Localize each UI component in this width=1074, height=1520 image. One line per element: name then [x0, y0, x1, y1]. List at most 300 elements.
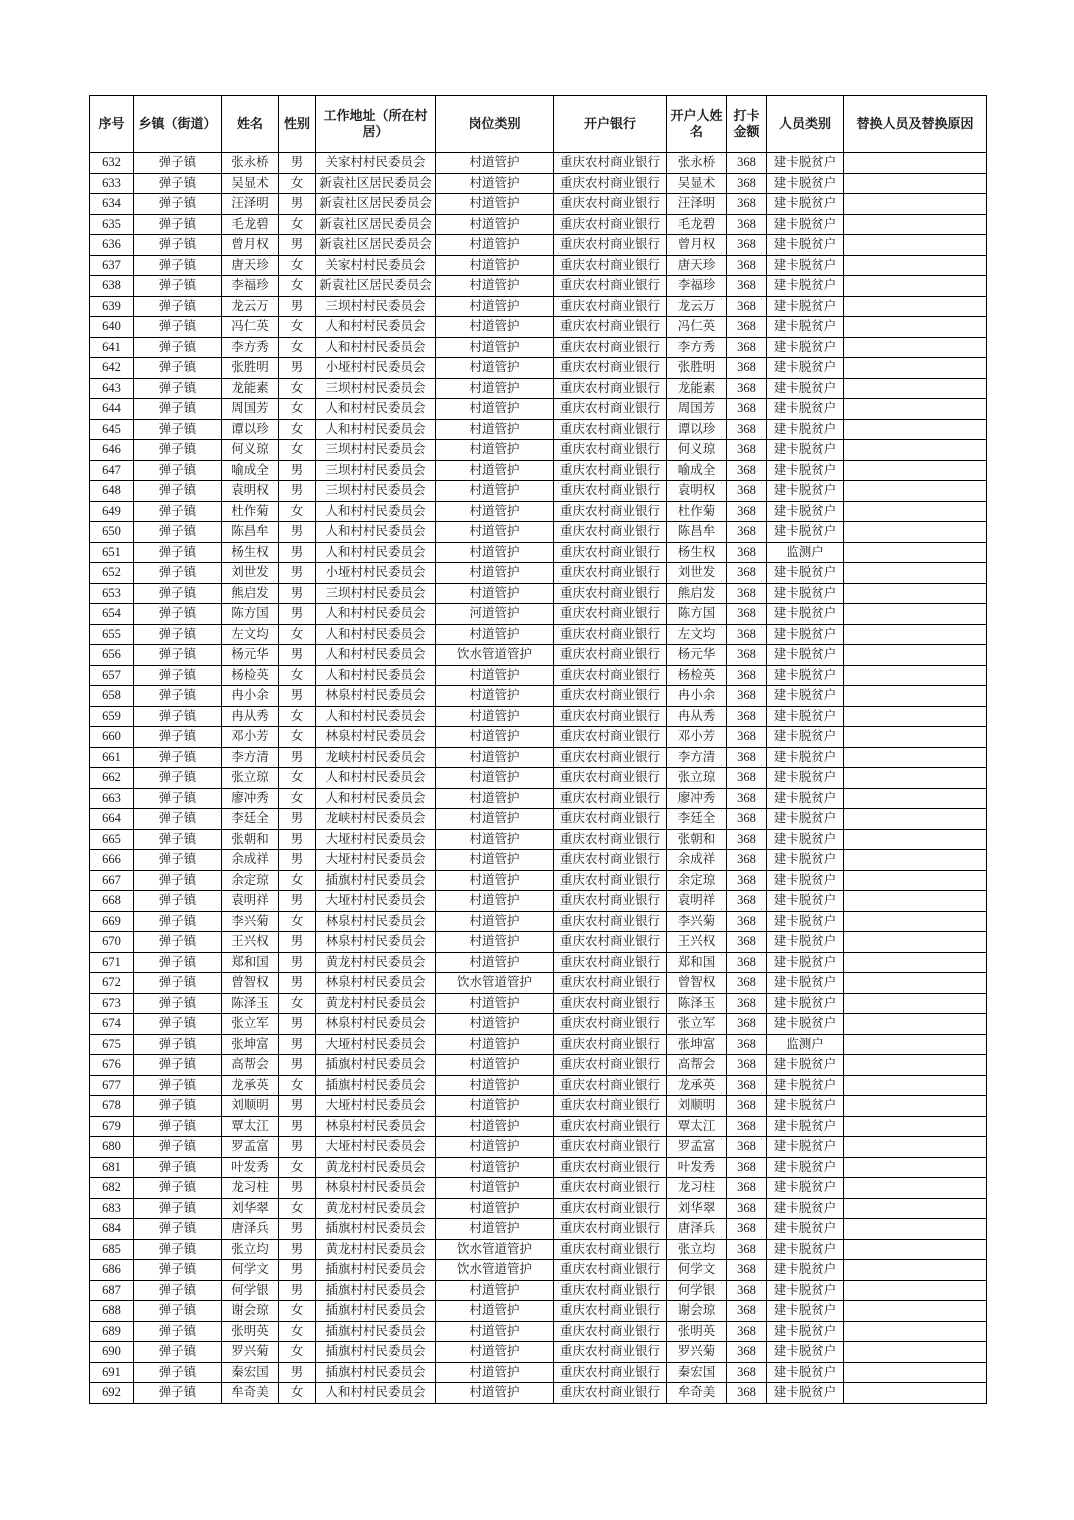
cell-cat: 建卡脱贫户 [767, 891, 844, 912]
cell-cat: 建卡脱贫户 [767, 358, 844, 379]
cell-replace [844, 727, 987, 748]
cell-acct: 张立均 [667, 1239, 727, 1260]
cell-cat: 建卡脱贫户 [767, 583, 844, 604]
cell-amount: 368 [727, 686, 767, 707]
table-row [90, 870, 987, 891]
cell-bank: 重庆农村商业银行 [554, 1116, 667, 1137]
cell-acct: 吴显术 [667, 173, 727, 194]
cell-bank: 重庆农村商业银行 [554, 993, 667, 1014]
cell-name: 张坤富 [222, 1034, 279, 1055]
cell-cat: 建卡脱贫户 [767, 522, 844, 543]
cell-replace [844, 993, 987, 1014]
cell-no: 661 [90, 747, 134, 768]
table-row [90, 1075, 987, 1096]
cell-no: 684 [90, 1219, 134, 1240]
cell-gender: 男 [279, 1055, 316, 1076]
cell-bank: 重庆农村商业银行 [554, 1280, 667, 1301]
cell-job: 村道管护 [436, 1034, 554, 1055]
cell-no: 689 [90, 1321, 134, 1342]
column-header-gender: 性别 [279, 96, 316, 153]
cell-replace [844, 1034, 987, 1055]
cell-replace [844, 194, 987, 215]
cell-bank: 重庆农村商业银行 [554, 870, 667, 891]
cell-name: 李廷全 [222, 809, 279, 830]
table-row [90, 1321, 987, 1342]
cell-bank: 重庆农村商业银行 [554, 542, 667, 563]
cell-amount: 368 [727, 1096, 767, 1117]
cell-no: 648 [90, 481, 134, 502]
column-header-no: 序号 [90, 96, 134, 153]
cell-bank: 重庆农村商业银行 [554, 604, 667, 625]
cell-replace [844, 829, 987, 850]
table-row [90, 1116, 987, 1137]
cell-addr: 新袁社区居民委员会 [316, 276, 436, 297]
cell-amount: 368 [727, 214, 767, 235]
cell-gender: 女 [279, 911, 316, 932]
cell-cat: 建卡脱贫户 [767, 214, 844, 235]
cell-town: 弹子镇 [134, 378, 222, 399]
cell-addr: 插旗村村民委员会 [316, 1301, 436, 1322]
cell-town: 弹子镇 [134, 194, 222, 215]
cell-gender: 女 [279, 768, 316, 789]
cell-bank: 重庆农村商业银行 [554, 440, 667, 461]
cell-cat: 建卡脱贫户 [767, 1157, 844, 1178]
cell-town: 弹子镇 [134, 973, 222, 994]
cell-acct: 陈泽玉 [667, 993, 727, 1014]
cell-town: 弹子镇 [134, 1075, 222, 1096]
cell-acct: 罗兴菊 [667, 1342, 727, 1363]
cell-job: 村道管护 [436, 870, 554, 891]
cell-job: 村道管护 [436, 665, 554, 686]
cell-town: 弹子镇 [134, 604, 222, 625]
cell-cat: 建卡脱贫户 [767, 1137, 844, 1158]
cell-addr: 插旗村村民委员会 [316, 1280, 436, 1301]
roster-table [89, 95, 987, 1404]
table-row [90, 1383, 987, 1404]
cell-bank: 重庆农村商业银行 [554, 932, 667, 953]
cell-acct: 谭以珍 [667, 419, 727, 440]
cell-no: 692 [90, 1383, 134, 1404]
cell-acct: 张朝和 [667, 829, 727, 850]
cell-amount: 368 [727, 317, 767, 338]
cell-acct: 牟奇美 [667, 1383, 727, 1404]
cell-replace [844, 235, 987, 256]
cell-name: 廖冲秀 [222, 788, 279, 809]
cell-job: 村道管护 [436, 1157, 554, 1178]
cell-no: 642 [90, 358, 134, 379]
table-row [90, 296, 987, 317]
cell-amount: 368 [727, 583, 767, 604]
cell-acct: 熊启发 [667, 583, 727, 604]
cell-gender: 男 [279, 194, 316, 215]
cell-town: 弹子镇 [134, 993, 222, 1014]
cell-gender: 男 [279, 1219, 316, 1240]
cell-no: 683 [90, 1198, 134, 1219]
cell-bank: 重庆农村商业银行 [554, 952, 667, 973]
cell-job: 村道管护 [436, 1301, 554, 1322]
cell-town: 弹子镇 [134, 583, 222, 604]
cell-cat: 监测户 [767, 542, 844, 563]
cell-town: 弹子镇 [134, 255, 222, 276]
cell-addr: 大垭村村民委员会 [316, 829, 436, 850]
cell-acct: 冉从秀 [667, 706, 727, 727]
cell-replace [844, 686, 987, 707]
cell-job: 饮水管道管护 [436, 1239, 554, 1260]
cell-addr: 大垭村村民委员会 [316, 1096, 436, 1117]
cell-replace [844, 624, 987, 645]
cell-amount: 368 [727, 747, 767, 768]
cell-gender: 女 [279, 1342, 316, 1363]
cell-town: 弹子镇 [134, 911, 222, 932]
cell-gender: 男 [279, 296, 316, 317]
cell-bank: 重庆农村商业银行 [554, 665, 667, 686]
cell-gender: 男 [279, 1239, 316, 1260]
cell-town: 弹子镇 [134, 1301, 222, 1322]
cell-job: 村道管护 [436, 255, 554, 276]
cell-name: 邓小芳 [222, 727, 279, 748]
cell-town: 弹子镇 [134, 399, 222, 420]
cell-addr: 小垭村村民委员会 [316, 358, 436, 379]
cell-job: 村道管护 [436, 440, 554, 461]
cell-amount: 368 [727, 440, 767, 461]
cell-no: 674 [90, 1014, 134, 1035]
cell-gender: 男 [279, 1096, 316, 1117]
cell-gender: 男 [279, 153, 316, 174]
cell-gender: 男 [279, 932, 316, 953]
cell-name: 陈泽玉 [222, 993, 279, 1014]
cell-cat: 建卡脱贫户 [767, 378, 844, 399]
cell-town: 弹子镇 [134, 932, 222, 953]
cell-no: 637 [90, 255, 134, 276]
cell-addr: 人和村村民委员会 [316, 337, 436, 358]
cell-gender: 男 [279, 1260, 316, 1281]
cell-amount: 368 [727, 1034, 767, 1055]
cell-job: 村道管护 [436, 317, 554, 338]
cell-no: 682 [90, 1178, 134, 1199]
cell-town: 弹子镇 [134, 624, 222, 645]
cell-cat: 建卡脱贫户 [767, 296, 844, 317]
cell-addr: 大垭村村民委员会 [316, 1137, 436, 1158]
cell-replace [844, 419, 987, 440]
cell-name: 张永桥 [222, 153, 279, 174]
cell-addr: 插旗村村民委员会 [316, 1321, 436, 1342]
cell-bank: 重庆农村商业银行 [554, 1198, 667, 1219]
cell-job: 村道管护 [436, 460, 554, 481]
table-row [90, 358, 987, 379]
cell-no: 667 [90, 870, 134, 891]
cell-name: 罗孟富 [222, 1137, 279, 1158]
cell-no: 676 [90, 1055, 134, 1076]
cell-gender: 女 [279, 255, 316, 276]
cell-name: 秦宏国 [222, 1362, 279, 1383]
cell-no: 685 [90, 1239, 134, 1260]
cell-acct: 唐天珍 [667, 255, 727, 276]
cell-cat: 建卡脱贫户 [767, 706, 844, 727]
table-row [90, 665, 987, 686]
cell-name: 袁明权 [222, 481, 279, 502]
cell-town: 弹子镇 [134, 1137, 222, 1158]
cell-replace [844, 911, 987, 932]
cell-name: 李方清 [222, 747, 279, 768]
table-row [90, 706, 987, 727]
cell-town: 弹子镇 [134, 501, 222, 522]
cell-addr: 林泉村村民委员会 [316, 1116, 436, 1137]
cell-town: 弹子镇 [134, 563, 222, 584]
cell-bank: 重庆农村商业银行 [554, 1301, 667, 1322]
cell-no: 669 [90, 911, 134, 932]
cell-town: 弹子镇 [134, 1219, 222, 1240]
cell-replace [844, 1014, 987, 1035]
cell-acct: 张立琼 [667, 768, 727, 789]
table-row [90, 1157, 987, 1178]
cell-acct: 张明英 [667, 1321, 727, 1342]
cell-replace [844, 645, 987, 666]
cell-no: 634 [90, 194, 134, 215]
cell-no: 636 [90, 235, 134, 256]
cell-amount: 368 [727, 870, 767, 891]
cell-amount: 368 [727, 358, 767, 379]
cell-town: 弹子镇 [134, 809, 222, 830]
cell-bank: 重庆农村商业银行 [554, 460, 667, 481]
cell-acct: 刘世发 [667, 563, 727, 584]
cell-amount: 368 [727, 1198, 767, 1219]
cell-job: 村道管护 [436, 1383, 554, 1404]
cell-replace [844, 932, 987, 953]
cell-name: 李方秀 [222, 337, 279, 358]
cell-cat: 建卡脱贫户 [767, 235, 844, 256]
cell-gender: 女 [279, 665, 316, 686]
table-row [90, 235, 987, 256]
cell-town: 弹子镇 [134, 173, 222, 194]
cell-bank: 重庆农村商业银行 [554, 1137, 667, 1158]
cell-no: 687 [90, 1280, 134, 1301]
cell-job: 村道管护 [436, 1178, 554, 1199]
cell-bank: 重庆农村商业银行 [554, 768, 667, 789]
column-header-name: 姓名 [222, 96, 279, 153]
cell-addr: 林泉村村民委员会 [316, 727, 436, 748]
cell-cat: 建卡脱贫户 [767, 460, 844, 481]
cell-replace [844, 1157, 987, 1178]
cell-name: 冉从秀 [222, 706, 279, 727]
cell-bank: 重庆农村商业银行 [554, 1178, 667, 1199]
cell-acct: 左文均 [667, 624, 727, 645]
cell-addr: 黄龙村村民委员会 [316, 1157, 436, 1178]
cell-job: 村道管护 [436, 1342, 554, 1363]
cell-name: 张胜明 [222, 358, 279, 379]
table-header [90, 96, 987, 153]
table-row [90, 686, 987, 707]
cell-job: 村道管护 [436, 1280, 554, 1301]
cell-addr: 三坝村村民委员会 [316, 440, 436, 461]
cell-acct: 周国芳 [667, 399, 727, 420]
cell-cat: 建卡脱贫户 [767, 952, 844, 973]
cell-addr: 林泉村村民委员会 [316, 1014, 436, 1035]
cell-cat: 建卡脱贫户 [767, 1116, 844, 1137]
cell-amount: 368 [727, 829, 767, 850]
cell-cat: 建卡脱贫户 [767, 255, 844, 276]
cell-no: 640 [90, 317, 134, 338]
cell-addr: 林泉村村民委员会 [316, 973, 436, 994]
header-row [90, 96, 987, 153]
cell-gender: 男 [279, 645, 316, 666]
cell-acct: 覃太江 [667, 1116, 727, 1137]
cell-town: 弹子镇 [134, 440, 222, 461]
cell-amount: 368 [727, 399, 767, 420]
cell-acct: 袁明祥 [667, 891, 727, 912]
cell-job: 村道管护 [436, 358, 554, 379]
cell-no: 670 [90, 932, 134, 953]
cell-bank: 重庆农村商业银行 [554, 850, 667, 871]
table-row [90, 911, 987, 932]
cell-replace [844, 1383, 987, 1404]
cell-acct: 郑和国 [667, 952, 727, 973]
cell-gender: 男 [279, 1116, 316, 1137]
cell-gender: 女 [279, 706, 316, 727]
table-row [90, 604, 987, 625]
cell-town: 弹子镇 [134, 481, 222, 502]
cell-no: 660 [90, 727, 134, 748]
cell-amount: 368 [727, 296, 767, 317]
cell-acct: 杨元华 [667, 645, 727, 666]
table-row [90, 993, 987, 1014]
table-row [90, 522, 987, 543]
cell-bank: 重庆农村商业银行 [554, 686, 667, 707]
cell-gender: 女 [279, 870, 316, 891]
cell-amount: 368 [727, 706, 767, 727]
cell-cat: 建卡脱贫户 [767, 1383, 844, 1404]
cell-replace [844, 460, 987, 481]
cell-gender: 男 [279, 973, 316, 994]
column-header-addr: 工作地址（所在村居） [316, 96, 436, 153]
cell-amount: 368 [727, 337, 767, 358]
cell-addr: 林泉村村民委员会 [316, 911, 436, 932]
cell-job: 村道管护 [436, 378, 554, 399]
cell-town: 弹子镇 [134, 1321, 222, 1342]
cell-name: 陈方国 [222, 604, 279, 625]
cell-town: 弹子镇 [134, 829, 222, 850]
cell-no: 650 [90, 522, 134, 543]
cell-name: 曾月权 [222, 235, 279, 256]
cell-addr: 新袁社区居民委员会 [316, 173, 436, 194]
cell-town: 弹子镇 [134, 1198, 222, 1219]
cell-gender: 女 [279, 440, 316, 461]
table-row [90, 809, 987, 830]
cell-no: 680 [90, 1137, 134, 1158]
cell-bank: 重庆农村商业银行 [554, 153, 667, 174]
cell-replace [844, 1116, 987, 1137]
cell-cat: 建卡脱贫户 [767, 194, 844, 215]
cell-gender: 男 [279, 747, 316, 768]
cell-addr: 人和村村民委员会 [316, 604, 436, 625]
cell-town: 弹子镇 [134, 1362, 222, 1383]
cell-gender: 男 [279, 1280, 316, 1301]
cell-no: 654 [90, 604, 134, 625]
cell-job: 村道管护 [436, 1014, 554, 1035]
cell-cat: 建卡脱贫户 [767, 788, 844, 809]
cell-town: 弹子镇 [134, 1116, 222, 1137]
cell-acct: 陈方国 [667, 604, 727, 625]
cell-gender: 女 [279, 173, 316, 194]
cell-acct: 罗孟富 [667, 1137, 727, 1158]
cell-replace [844, 440, 987, 461]
cell-no: 635 [90, 214, 134, 235]
cell-bank: 重庆农村商业银行 [554, 809, 667, 830]
table-row [90, 1055, 987, 1076]
cell-cat: 建卡脱贫户 [767, 809, 844, 830]
cell-job: 村道管护 [436, 1219, 554, 1240]
cell-acct: 汪泽明 [667, 194, 727, 215]
cell-no: 641 [90, 337, 134, 358]
cell-bank: 重庆农村商业银行 [554, 583, 667, 604]
cell-town: 弹子镇 [134, 1260, 222, 1281]
cell-town: 弹子镇 [134, 317, 222, 338]
cell-cat: 建卡脱贫户 [767, 153, 844, 174]
cell-job: 村道管护 [436, 1198, 554, 1219]
table-row [90, 173, 987, 194]
cell-name: 刘顺明 [222, 1096, 279, 1117]
cell-job: 村道管护 [436, 563, 554, 584]
cell-bank: 重庆农村商业银行 [554, 1034, 667, 1055]
cell-gender: 女 [279, 1301, 316, 1322]
table-row [90, 440, 987, 461]
cell-addr: 三坝村村民委员会 [316, 378, 436, 399]
cell-addr: 三坝村村民委员会 [316, 296, 436, 317]
cell-no: 690 [90, 1342, 134, 1363]
cell-cat: 建卡脱贫户 [767, 399, 844, 420]
cell-name: 龙承英 [222, 1075, 279, 1096]
cell-acct: 叶发秀 [667, 1157, 727, 1178]
cell-name: 左文均 [222, 624, 279, 645]
table-row [90, 337, 987, 358]
table-row [90, 1301, 987, 1322]
cell-name: 唐天珍 [222, 255, 279, 276]
cell-job: 村道管护 [436, 1075, 554, 1096]
cell-bank: 重庆农村商业银行 [554, 1321, 667, 1342]
cell-bank: 重庆农村商业银行 [554, 276, 667, 297]
cell-town: 弹子镇 [134, 706, 222, 727]
cell-bank: 重庆农村商业银行 [554, 1239, 667, 1260]
cell-addr: 插旗村村民委员会 [316, 1055, 436, 1076]
cell-job: 村道管护 [436, 583, 554, 604]
cell-gender: 女 [279, 276, 316, 297]
cell-amount: 368 [727, 1260, 767, 1281]
cell-amount: 368 [727, 1014, 767, 1035]
cell-name: 余成祥 [222, 850, 279, 871]
cell-addr: 黄龙村村民委员会 [316, 1198, 436, 1219]
cell-acct: 何学银 [667, 1280, 727, 1301]
cell-addr: 插旗村村民委员会 [316, 1075, 436, 1096]
cell-replace [844, 214, 987, 235]
cell-cat: 建卡脱贫户 [767, 1055, 844, 1076]
cell-replace [844, 542, 987, 563]
cell-gender: 男 [279, 481, 316, 502]
cell-name: 汪泽明 [222, 194, 279, 215]
cell-bank: 重庆农村商业银行 [554, 645, 667, 666]
cell-addr: 三坝村村民委员会 [316, 583, 436, 604]
cell-amount: 368 [727, 276, 767, 297]
cell-job: 村道管护 [436, 276, 554, 297]
cell-town: 弹子镇 [134, 1239, 222, 1260]
cell-amount: 368 [727, 891, 767, 912]
cell-job: 村道管护 [436, 337, 554, 358]
cell-addr: 人和村村民委员会 [316, 768, 436, 789]
cell-no: 672 [90, 973, 134, 994]
cell-cat: 建卡脱贫户 [767, 1260, 844, 1281]
cell-replace [844, 768, 987, 789]
cell-addr: 新袁社区居民委员会 [316, 235, 436, 256]
cell-cat: 建卡脱贫户 [767, 419, 844, 440]
cell-no: 668 [90, 891, 134, 912]
